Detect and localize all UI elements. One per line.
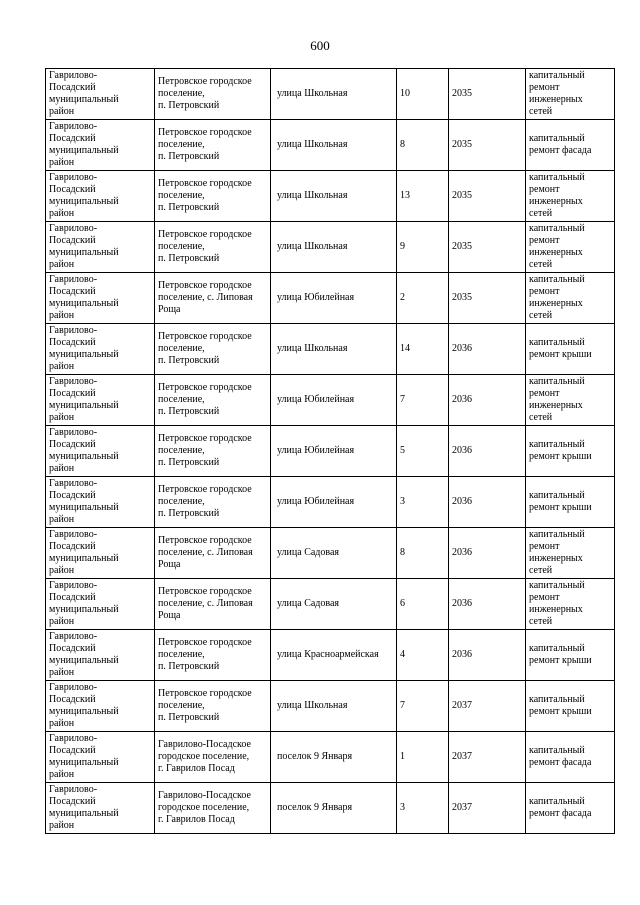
district-cell: Гаврилово- Посадский муниципальный район — [46, 120, 155, 171]
district-cell: Гаврилово- Посадский муниципальный район — [46, 528, 155, 579]
table-row — [46, 426, 615, 477]
work-type-cell: капитальный ремонт инженерных сетей — [526, 528, 615, 579]
settlement-cell: Петровское городское поселение, с. Липовая Роща — [155, 579, 271, 630]
house-number-cell: 7 — [397, 375, 449, 426]
year-cell: 2035 — [449, 222, 526, 273]
housing-repair-table — [45, 68, 615, 834]
settlement-cell: Петровское городское поселение, п. Петровский — [155, 171, 271, 222]
street-cell: улица Школьная — [271, 681, 397, 732]
street-cell: улица Юбилейная — [271, 426, 397, 477]
work-type-cell: капитальный ремонт крыши — [526, 324, 615, 375]
year-cell: 2036 — [449, 528, 526, 579]
page-number: 600 — [310, 38, 330, 53]
district-cell: Гаврилово- Посадский муниципальный район — [46, 69, 155, 120]
house-number-cell: 3 — [397, 783, 449, 834]
table-row — [46, 273, 615, 324]
district-cell: Гаврилово- Посадский муниципальный район — [46, 681, 155, 732]
district-cell: Гаврилово- Посадский муниципальный район — [46, 732, 155, 783]
house-number-cell: 4 — [397, 630, 449, 681]
table-row — [46, 375, 615, 426]
house-number-cell: 5 — [397, 426, 449, 477]
house-number-cell: 1 — [397, 732, 449, 783]
house-number-cell: 6 — [397, 579, 449, 630]
house-number-cell: 10 — [397, 69, 449, 120]
house-number-cell: 9 — [397, 222, 449, 273]
street-cell: поселок 9 Января — [271, 783, 397, 834]
table-row — [46, 630, 615, 681]
table-row — [46, 120, 615, 171]
street-cell: улица Юбилейная — [271, 273, 397, 324]
settlement-cell: Петровское городское поселение, п. Петровский — [155, 222, 271, 273]
street-cell: улица Юбилейная — [271, 375, 397, 426]
work-type-cell: капитальный ремонт фасада — [526, 120, 615, 171]
district-cell: Гаврилово- Посадский муниципальный район — [46, 222, 155, 273]
district-cell: Гаврилово- Посадский муниципальный район — [46, 171, 155, 222]
work-type-cell: капитальный ремонт инженерных сетей — [526, 579, 615, 630]
year-cell: 2037 — [449, 681, 526, 732]
settlement-cell: Петровское городское поселение, п. Петровский — [155, 324, 271, 375]
street-cell: улица Школьная — [271, 222, 397, 273]
house-number-cell: 3 — [397, 477, 449, 528]
district-cell: Гаврилово- Посадский муниципальный район — [46, 324, 155, 375]
settlement-cell: Петровское городское поселение, п. Петровский — [155, 477, 271, 528]
street-cell: улица Садовая — [271, 528, 397, 579]
table-row — [46, 324, 615, 375]
district-cell: Гаврилово- Посадский муниципальный район — [46, 579, 155, 630]
street-cell: улица Садовая — [271, 579, 397, 630]
district-cell: Гаврилово- Посадский муниципальный район — [46, 783, 155, 834]
work-type-cell: капитальный ремонт инженерных сетей — [526, 222, 615, 273]
work-type-cell: капитальный ремонт фасада — [526, 732, 615, 783]
work-type-cell: капитальный ремонт инженерных сетей — [526, 273, 615, 324]
district-cell: Гаврилово- Посадский муниципальный район — [46, 273, 155, 324]
house-number-cell: 8 — [397, 528, 449, 579]
table-row — [46, 69, 615, 120]
work-type-cell: капитальный ремонт крыши — [526, 630, 615, 681]
table-row — [46, 732, 615, 783]
street-cell: улица Красноармейская — [271, 630, 397, 681]
house-number-cell: 13 — [397, 171, 449, 222]
year-cell: 2035 — [449, 69, 526, 120]
settlement-cell: Петровское городское поселение, п. Петровский — [155, 630, 271, 681]
work-type-cell: капитальный ремонт крыши — [526, 681, 615, 732]
year-cell: 2036 — [449, 579, 526, 630]
district-cell: Гаврилово- Посадский муниципальный район — [46, 375, 155, 426]
settlement-cell: Гаврилово-Посадское городское поселение, г. Гаврилов Посад — [155, 732, 271, 783]
year-cell: 2035 — [449, 273, 526, 324]
table-row — [46, 579, 615, 630]
house-number-cell: 8 — [397, 120, 449, 171]
settlement-cell: Петровское городское поселение, п. Петровский — [155, 375, 271, 426]
street-cell: улица Школьная — [271, 120, 397, 171]
street-cell: поселок 9 Января — [271, 732, 397, 783]
year-cell: 2036 — [449, 426, 526, 477]
house-number-cell: 7 — [397, 681, 449, 732]
house-number-cell: 2 — [397, 273, 449, 324]
settlement-cell: Гаврилово-Посадское городское поселение, г. Гаврилов Посад — [155, 783, 271, 834]
district-cell: Гаврилово- Посадский муниципальный район — [46, 630, 155, 681]
work-type-cell: капитальный ремонт инженерных сетей — [526, 171, 615, 222]
year-cell: 2036 — [449, 375, 526, 426]
street-cell: улица Юбилейная — [271, 477, 397, 528]
district-cell: Гаврилово- Посадский муниципальный район — [46, 426, 155, 477]
year-cell: 2035 — [449, 171, 526, 222]
table-row — [46, 528, 615, 579]
year-cell: 2037 — [449, 732, 526, 783]
table-row — [46, 171, 615, 222]
settlement-cell: Петровское городское поселение, п. Петровский — [155, 426, 271, 477]
district-cell: Гаврилово- Посадский муниципальный район — [46, 477, 155, 528]
year-cell: 2036 — [449, 477, 526, 528]
year-cell: 2035 — [449, 120, 526, 171]
table-row — [46, 681, 615, 732]
settlement-cell: Петровское городское поселение, с. Липовая Роща — [155, 273, 271, 324]
settlement-cell: Петровское городское поселение, с. Липовая Роща — [155, 528, 271, 579]
settlement-cell: Петровское городское поселение, п. Петровский — [155, 681, 271, 732]
year-cell: 2036 — [449, 630, 526, 681]
work-type-cell: капитальный ремонт инженерных сетей — [526, 69, 615, 120]
work-type-cell: капитальный ремонт фасада — [526, 783, 615, 834]
street-cell: улица Школьная — [271, 171, 397, 222]
settlement-cell: Петровское городское поселение, п. Петровский — [155, 120, 271, 171]
street-cell: улица Школьная — [271, 324, 397, 375]
table-body — [46, 69, 615, 834]
table-row — [46, 222, 615, 273]
settlement-cell: Петровское городское поселение, п. Петровский — [155, 69, 271, 120]
year-cell: 2037 — [449, 783, 526, 834]
table-row — [46, 477, 615, 528]
work-type-cell: капитальный ремонт крыши — [526, 426, 615, 477]
work-type-cell: капитальный ремонт крыши — [526, 477, 615, 528]
year-cell: 2036 — [449, 324, 526, 375]
table-row — [46, 783, 615, 834]
work-type-cell: капитальный ремонт инженерных сетей — [526, 375, 615, 426]
street-cell: улица Школьная — [271, 69, 397, 120]
house-number-cell: 14 — [397, 324, 449, 375]
